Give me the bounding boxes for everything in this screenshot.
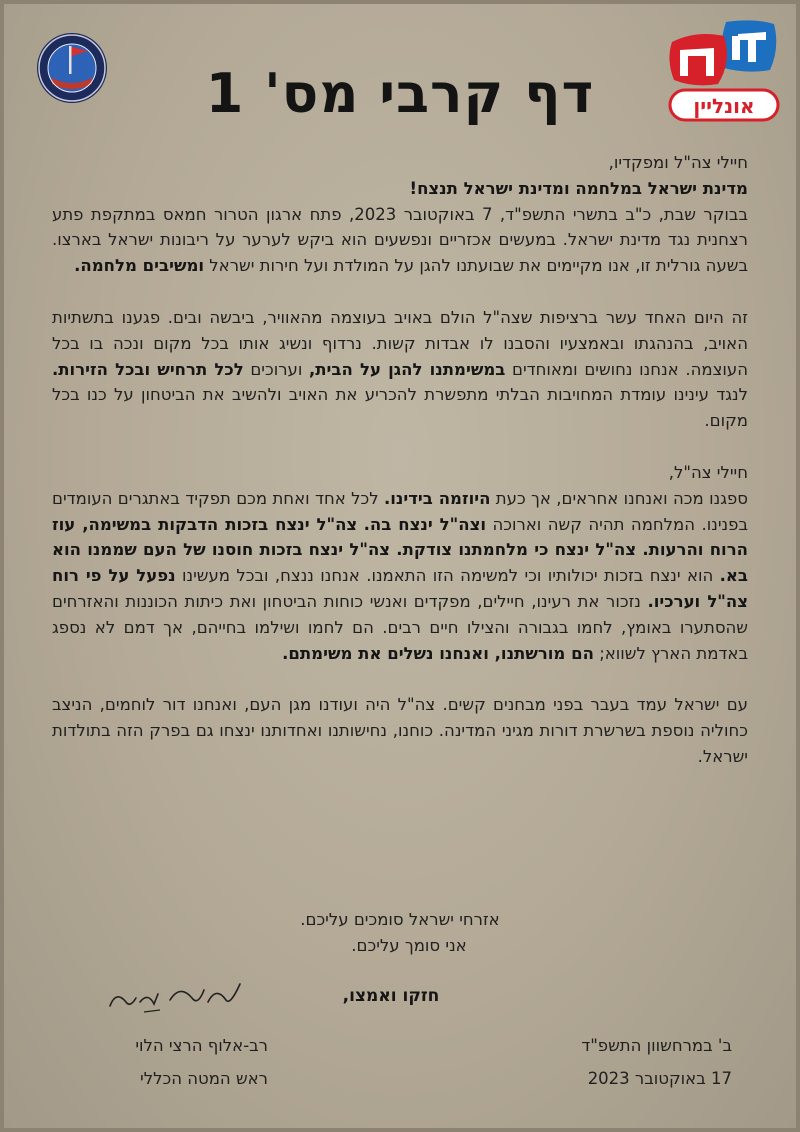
paragraph-3 [52, 486, 748, 667]
signatory-role: ראש המטה הכללי [140, 1069, 268, 1088]
greeting: חיילי צה"ל ומפקדיו, [608, 153, 748, 172]
signatory-name: רב-אלוף הרצי הלוי [135, 1036, 268, 1055]
letter-body [52, 150, 748, 770]
paragraph-3-text-a: ספגנו מכה ואנחנו אחראים, אך כעת [490, 488, 749, 508]
paragraph-3-bold-2: וצה"ל ינצח בה. [363, 514, 486, 534]
sign-off: חזקו ואמצו, [342, 986, 440, 1006]
closing-line-2: אני סומך עליכם. [351, 936, 467, 955]
handwritten-signature-icon [100, 972, 250, 1022]
paragraph-1-text: בבוקר שבת, כ"ב בתשרי התשפ"ד, 7 באוקטובר 2023, פתח ארגון הטרור חמאס במתקפת פתע רצחנית נגד מדינת ישראל. במעשים אכזריים ונפשעים הוא ביקש לערער על ריבונות ישראל בארצו. בשעה גורלית זו, אנו מקיימים את שבועתנו להגן על המולדת ועל חירות ישראל [52, 204, 749, 276]
paragraph-3-bold-4: נפעל על פי רוח צה"ל וערכיו. [52, 566, 749, 611]
closing-line-1: אזרחי ישראל סומכים עליכם. [300, 910, 500, 929]
paragraph-3-text-b: לכל אחד ואחת מכם תפקיד באתגרים העומדים בפנינו. המלחמה תהיה קשה וארוכה [52, 488, 748, 534]
paragraph-3-text-d: נזכור את רעינו, חיילים, מפקדים ואנשי כוחות הביטחון ואת כיתות הכוננות והאזרחים שהסתערו באומץ, לחמו בגבורה והצילו חיים רבים. הם לחמו ושילמו בחייהם, אך דמם לא נספג באדמת הארץ לשווא; [52, 591, 748, 663]
paragraph-3-bold-5: הם מורשתנו, ואנחנו נשלים את משימתם. [282, 643, 594, 663]
headline: מדינת ישראל במלחמה ומדינת ישראל תנצח! [409, 178, 748, 198]
paragraph-2 [52, 305, 748, 434]
date-block [532, 1029, 732, 1095]
paragraph-3-text-c: הוא ינצח בזכות יכולותיו וכי למשימה הזו התאמנו. אנחנו ננצח, ובכל מעשינו [175, 566, 720, 586]
page-title: דף קרבי מס' 1 [205, 62, 595, 125]
paragraph-1 [52, 202, 748, 279]
paragraph-3-bold-1: היוזמה בידינו. [383, 488, 491, 508]
date-gregorian: 17 באוקטובר 2023 [587, 1069, 732, 1088]
greeting-2: חיילי צה"ל, [668, 462, 748, 482]
paragraph-2-bold-2: לכל תרחיש ובכל הזירות. [52, 359, 244, 379]
paragraph-2-text-a: זה היום האחד עשר ברציפות שצה"ל הולם באויב בעוצמה מהאוויר, ביבשה ובים. פגענו בתשתיות האויב, בהנהגתו ובאמצעיו והסבנו לו אבדות קשות. נרדוף ונשיג אותו בכל מקום ונכה בו בכל העוצמה. אנחנו נחושים ומאוחדים [52, 307, 748, 379]
date-hebrew: ב' במרחשוון התשפ"ד [581, 1036, 732, 1055]
closing-lines [4, 907, 796, 959]
logo-online-text: אונליין [693, 94, 755, 118]
signature-block [68, 1029, 268, 1095]
paragraph-2-bold-1: במשימתנו להגן על הבית, [309, 359, 506, 379]
paragraph-4: עם ישראל עמד בעבר בפני מבחנים קשים. צה"ל היה ועודנו מגן העם, ואנחנו דור לוחמים, הניצב כחוליה נוספת בשרשרת דורות מגיני המדינה. כוחנו, נחישותנו ואחדותנו ינצחו גם בפרק הזה בתולדות ישראל. [52, 695, 748, 766]
paragraph-3-bold-3: צה"ל ינצח בזכות הדבקות במשימה, עוז הרוח והרעות. צה"ל ינצח כי מלחמתנו צודקת. צה"ל ינצח בזכות חוסנו של העם שממנו הוא בא. [52, 514, 748, 586]
paragraph-2-text-b: וערוכים [243, 359, 310, 379]
paragraph-1-bold: ומשיבים מלחמה. [74, 256, 205, 276]
paragraph-2-text-c: לנגד עינינו עומדת המחויבות הבלתי מתפשרת להכריע את האויב ולהשיב את הביטחון על כנו בכל מקום. [52, 385, 748, 431]
